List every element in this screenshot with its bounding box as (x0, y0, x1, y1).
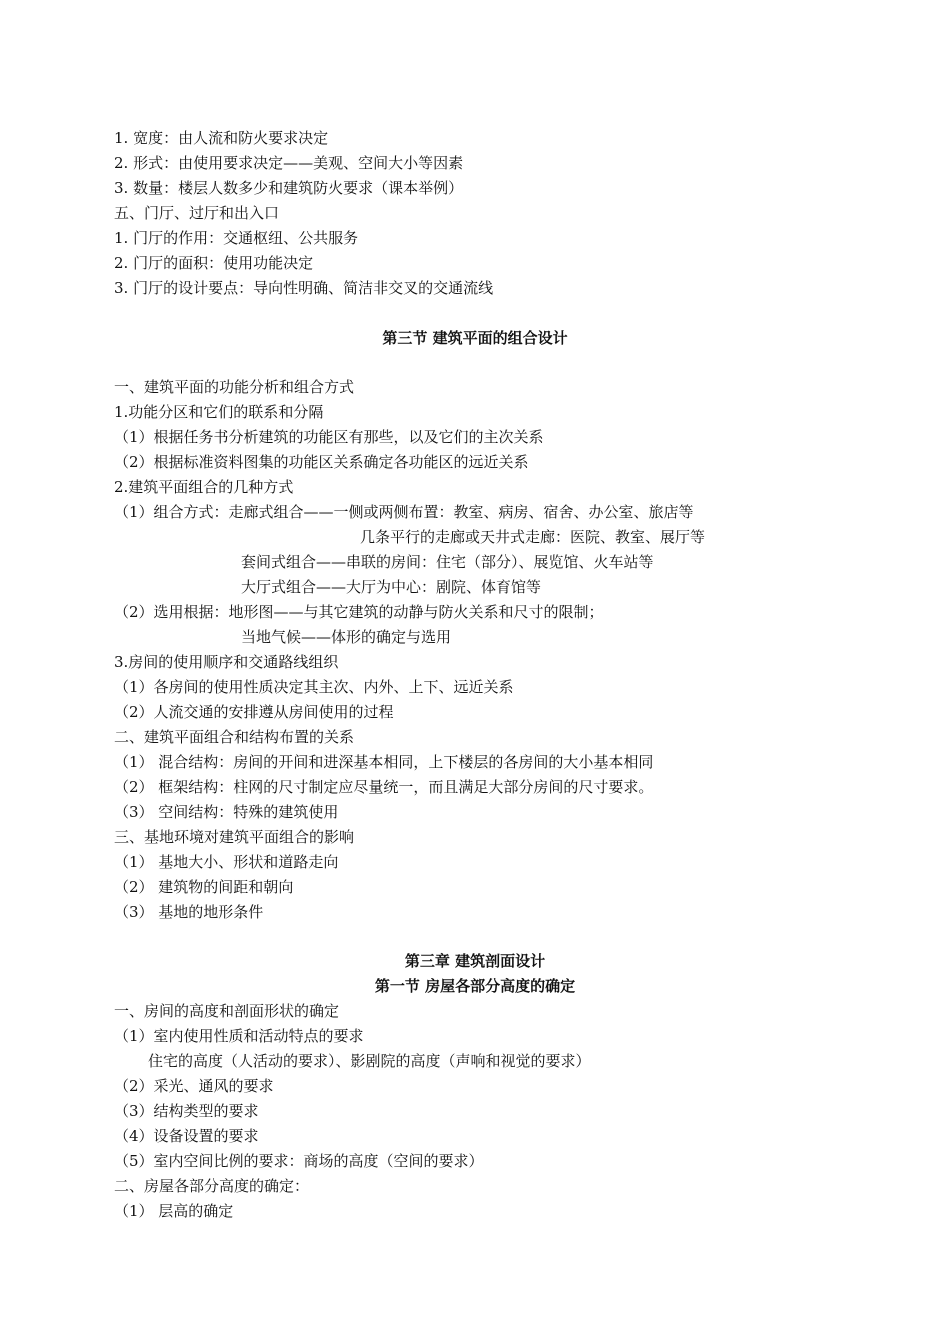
section-heading: 一、建筑平面的功能分析和组合方式 (114, 378, 355, 396)
list-item-continuation: 住宅的高度（人活动的要求）、影剧院的高度（声响和视觉的要求） (148, 1052, 591, 1070)
list-item: （1）室内使用性质和活动特点的要求 (114, 1027, 364, 1045)
list-item: 1. 门厅的作用：交通枢纽、公共服务 (114, 229, 359, 247)
list-item: 3. 门厅的设计要点：导向性明确、简洁非交叉的交通流线 (114, 279, 494, 297)
list-item: （3） 空间结构：特殊的建筑使用 (114, 803, 339, 821)
section-heading: 五、门厅、过厅和出入口 (114, 204, 280, 222)
list-item: （2） 框架结构：柱网的尺寸制定应尽量统一，而且满足大部分房间的尺寸要求。 (114, 778, 654, 796)
list-item-continuation: 套间式组合——串联的房间：住宅（部分）、展览馆、火车站等 (241, 553, 654, 571)
section-heading: 三、基地环境对建筑平面组合的影响 (114, 828, 355, 846)
list-item: （3） 基地的地形条件 (114, 903, 264, 921)
list-item: （2） 建筑物的间距和朝向 (114, 878, 294, 896)
list-item: （2）人流交通的安排遵从房间使用的过程 (114, 703, 394, 721)
list-item-continuation: 大厅式组合——大厅为中心：剧院、体育馆等 (241, 578, 542, 596)
list-item: 1. 宽度：由人流和防火要求决定 (114, 129, 329, 147)
chapter-section-title: 第三节 建筑平面的组合设计 (382, 329, 568, 347)
list-item: （1） 基地大小、形状和道路走向 (114, 853, 339, 871)
list-item: （2）根据标准资料图集的功能区关系确定各功能区的远近关系 (114, 453, 529, 471)
list-item: （3）结构类型的要求 (114, 1102, 259, 1120)
list-item: （1） 层高的确定 (114, 1202, 234, 1220)
subsection-heading: 3.房间的使用顺序和交通路线组织 (114, 653, 339, 671)
list-item: 2. 形式：由使用要求决定——美观、空间大小等因素 (114, 154, 464, 172)
section-heading: 二、建筑平面组合和结构布置的关系 (114, 728, 355, 746)
list-item: 3. 数量：楼层人数多少和建筑防火要求（课本举例） (114, 179, 464, 197)
chapter-section-title: 第一节 房屋各部分高度的确定 (374, 977, 576, 995)
chapter-title: 第三章 建筑剖面设计 (404, 952, 546, 970)
list-item: （1）各房间的使用性质决定其主次、内外、上下、远近关系 (114, 678, 514, 696)
list-item: （2）选用根据：地形图——与其它建筑的动静与防火关系和尺寸的限制； (114, 603, 604, 621)
subsection-heading: 1.功能分区和它们的联系和分隔 (114, 403, 324, 421)
list-item-continuation: 几条平行的走廊或天井式走廊：医院、教室、展厅等 (360, 528, 706, 546)
list-item: （4）设备设置的要求 (114, 1127, 259, 1145)
section-heading: 一、房间的高度和剖面形状的确定 (114, 1002, 340, 1020)
list-item-continuation: 当地气候——体形的确定与选用 (241, 628, 452, 646)
list-item: （5）室内空间比例的要求：商场的高度（空间的要求） (114, 1152, 484, 1170)
list-item: （1）根据任务书分析建筑的功能区有那些，以及它们的主次关系 (114, 428, 544, 446)
list-item: （2）采光、通风的要求 (114, 1077, 274, 1095)
section-heading: 二、房屋各部分高度的确定： (114, 1177, 310, 1195)
list-item: 2. 门厅的面积：使用功能决定 (114, 254, 314, 272)
list-item: （1） 混合结构：房间的开间和进深基本相同，上下楼层的各房间的大小基本相同 (114, 753, 654, 771)
subsection-heading: 2.建筑平面组合的几种方式 (114, 478, 294, 496)
list-item: （1）组合方式：走廊式组合——一侧或两侧布置：教室、病房、宿舍、办公室、旅店等 (114, 503, 694, 521)
